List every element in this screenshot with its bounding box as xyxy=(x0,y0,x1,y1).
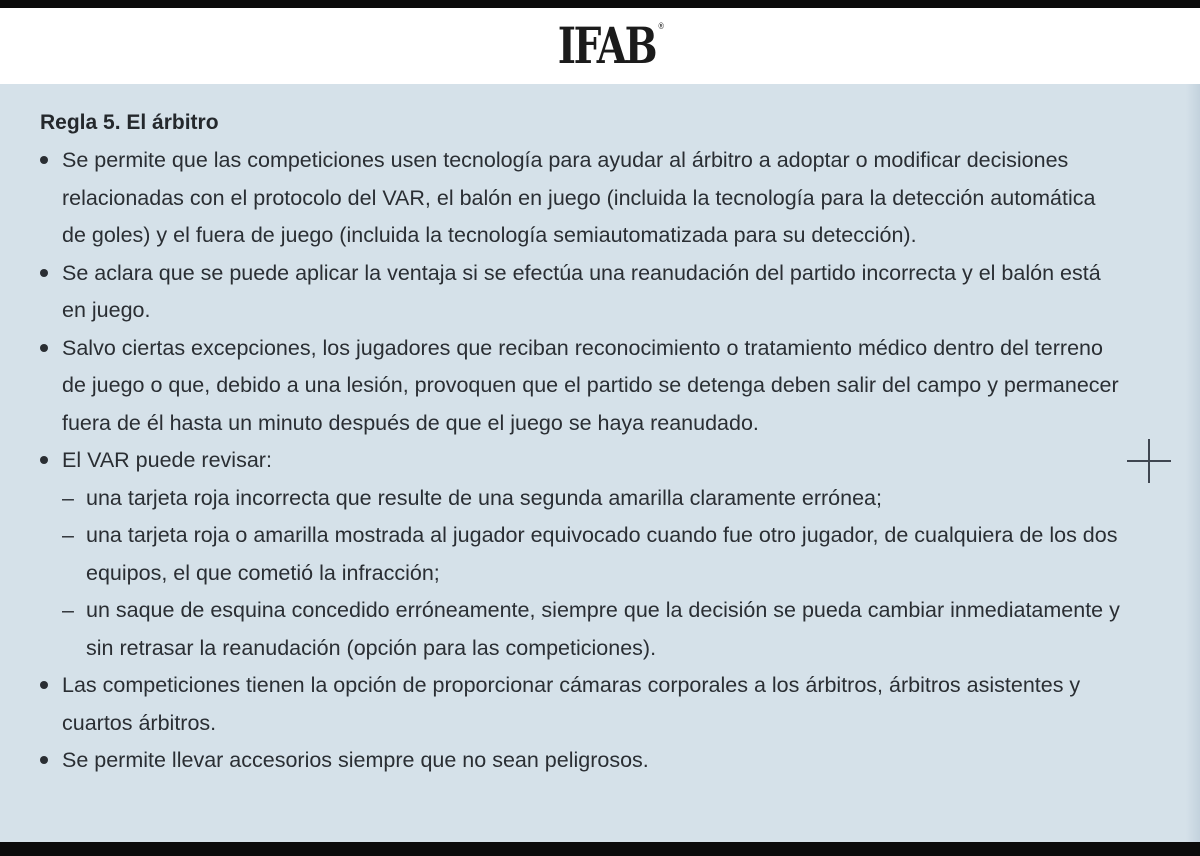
site-header xyxy=(0,8,1200,84)
bullet-dot-icon xyxy=(40,756,48,764)
top-frame-bar xyxy=(0,0,1200,8)
rule-panel xyxy=(40,104,1120,780)
scroll-edge xyxy=(1186,84,1200,842)
list-item xyxy=(40,442,1120,667)
registered-mark: ® xyxy=(657,22,665,32)
dash-marker: – xyxy=(62,485,74,510)
list-item xyxy=(40,667,1120,742)
list-item xyxy=(40,142,1120,255)
sub-list-item xyxy=(62,480,1120,518)
list-item xyxy=(40,742,1120,780)
plus-icon[interactable] xyxy=(1127,439,1171,483)
list-item-text: Se permite llevar accesorios siempre que no sean peligrosos. xyxy=(62,748,649,772)
list-item-text: Se aclara que se puede aplicar la ventaja si se efectúa una reanudación del partido incorrecta y el balón está en juego. xyxy=(62,260,1101,322)
rules-list xyxy=(40,142,1120,780)
bottom-frame-bar xyxy=(0,842,1200,856)
var-review-sublist xyxy=(62,480,1120,668)
section-title: Regla 5. El árbitro xyxy=(40,111,219,134)
bullet-dot-icon xyxy=(40,456,48,464)
bullet-dot-icon xyxy=(40,344,48,352)
sub-list-item-text: una tarjeta roja incorrecta que resulte de una segunda amarilla claramente errónea; xyxy=(86,485,882,510)
logo-text: IFAB xyxy=(557,16,656,75)
list-item-text: Salvo ciertas excepciones, los jugadores que reciban reconocimiento o tratamiento médico dentro del terreno de juego o que, debido a una lesión, provoquen que el partido se detenga deben salir del campo y permanecer fuera de él hasta un minuto después de que el juego se haya reanudado. xyxy=(62,335,1119,435)
list-item xyxy=(40,255,1120,330)
ifab-logo[interactable] xyxy=(557,16,665,75)
list-item-text: Se permite que las competiciones usen tecnología para ayudar al árbitro a adoptar o modificar decisiones relacionadas con el protocolo del VAR, el balón en juego (incluida la tecnología para la detección automática de goles) y el fuera de juego (incluida la tecnología semiautomatizada para su detección). xyxy=(62,148,1096,247)
list-item-text: El VAR puede revisar: xyxy=(62,448,272,472)
list-item xyxy=(40,330,1120,443)
dash-marker: – xyxy=(62,523,74,547)
sub-list-item xyxy=(62,592,1120,667)
bullet-dot-icon xyxy=(40,681,48,689)
bullet-dot-icon xyxy=(40,156,48,164)
sub-list-item-text: un saque de esquina concedido erróneamente, siempre que la decisión se pueda cambiar inmediatamente y sin retrasar la reanudación (opción para las competiciones). xyxy=(86,598,1120,660)
sub-list-item xyxy=(62,517,1120,592)
list-item-text: Las competiciones tienen la opción de proporcionar cámaras corporales a los árbitros, árbitros asistentes y cuartos árbitros. xyxy=(62,673,1081,735)
sub-list-item-text: una tarjeta roja o amarilla mostrada al jugador equivocado cuando fue otro jugador, de cualquiera de los dos equipos, el que cometió la infracción; xyxy=(86,523,1118,585)
dash-marker: – xyxy=(62,598,74,622)
bullet-dot-icon xyxy=(40,269,48,277)
